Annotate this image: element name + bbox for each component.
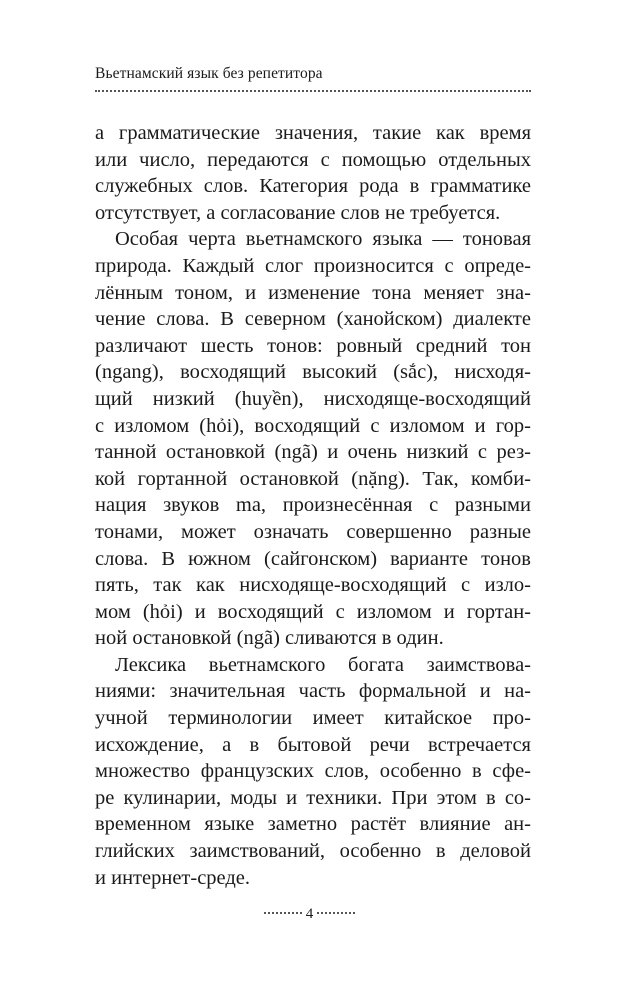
text-line: кой гортанной остановкой (nặng). Так, комби-	[95, 467, 531, 490]
text-line: ной остановкой (ngã) сливаются в один.	[95, 627, 444, 650]
text-line: пять, так как нисходяще-восходящий с изло-	[95, 574, 531, 597]
text-line: чение слова. В северном (ханойском) диалекте	[95, 308, 531, 331]
footer-dots-right	[317, 912, 355, 914]
text-line: лённым тоном, и изменение тона меняет зна-	[95, 281, 531, 304]
running-header-title: Вьетнамский язык без репетитора	[95, 65, 323, 82]
text-line: временном языке заметно растёт влияние ан-	[95, 813, 531, 836]
running-header	[95, 64, 531, 92]
text-line: слова. В южном (сайгонском) варианте тонов	[95, 547, 531, 570]
body-text	[95, 120, 531, 891]
text-line: множество французских слов, особенно в сфе-	[95, 760, 531, 783]
text-line: глийских заимствований, особенно в деловой	[95, 840, 531, 863]
text-line: а грамматические значения, такие как время	[95, 122, 531, 144]
page-number: 4	[305, 906, 314, 922]
text-line: нация звуков ma, произнесённая с разными	[95, 494, 531, 517]
text-line: ре кулинарии, моды и техники. При этом в со-	[95, 786, 531, 809]
text-line: танной остановкой (ngã) и очень низкий с рез-	[95, 441, 531, 464]
text-line: ниями: значительная часть формальной и на-	[95, 680, 531, 703]
text-line: служебных слов. Категория рода в грамматике	[95, 175, 531, 198]
footer-dots-left	[264, 912, 302, 914]
text-line: и интернет-среде.	[95, 866, 251, 889]
text-line: учной терминологии имеет китайское про-	[95, 707, 531, 730]
page-footer	[0, 904, 619, 924]
text-line: отсутствует, а согласование слов не требуется.	[95, 201, 501, 224]
text-line: тонами, может означать совершенно разные	[95, 520, 531, 543]
paragraph-first-line: Особая черта вьетнамского языка — тоновая	[115, 228, 531, 251]
text-line: различают шесть тонов: ровный средний тон	[95, 334, 531, 357]
text-line: мом (hỏi) и восходящий с изломом и гортан-	[95, 600, 531, 623]
text-line: или число, передаются с помощью отдельных	[95, 148, 531, 171]
text-line: исхождение, а в бытовой речи встречается	[95, 733, 531, 756]
paragraph-first-line: Лексика вьетнамского богата заимствова-	[115, 653, 531, 676]
header-dotted-rule	[95, 90, 531, 92]
text-line: щий низкий (huyền), нисходяще-восходящий	[95, 387, 531, 410]
text-line: с изломом (hỏi), восходящий с изломом и гор-	[95, 414, 531, 437]
text-line: (ngang), восходящий высокий (sắc), нисходя-	[95, 361, 531, 384]
text-line: природа. Каждый слог произносится с опреде-	[95, 254, 531, 277]
